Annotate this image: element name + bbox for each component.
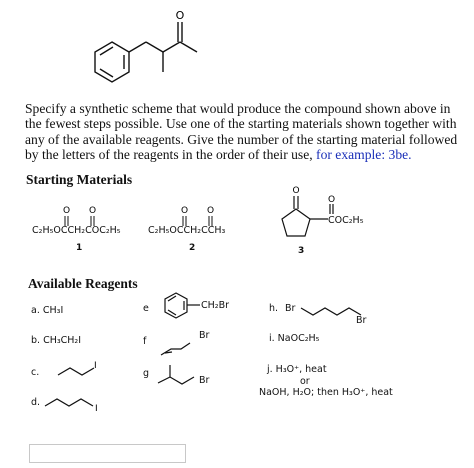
target-molecule (0, 0, 474, 100)
question-body: Specify a synthetic scheme that would produce the compound shown above in the fewest steps possible. Use one of the starting materials shown together with any of the available reagents. Give the number of the starting material followed by the letters of the reagents in the order of their use, (25, 101, 458, 163)
question-text (25, 101, 465, 163)
starting-material-2-formula: C₂H₅OCCH₂CCH₃ (148, 225, 226, 236)
sm2-carbonyls (0, 200, 474, 230)
available-reagents-heading: Available Reagents (28, 276, 138, 291)
reagent-h-chain (0, 295, 474, 335)
reagent-g-label: g (143, 368, 150, 379)
svg-text:I: I (95, 404, 98, 414)
reagent-f-label: f (143, 336, 147, 347)
reagent-h-label: h. (269, 303, 279, 314)
carbonyl-oxygen: O (175, 9, 185, 22)
svg-text:O: O (206, 206, 215, 216)
starting-material-1-formula: C₂H₅OCCH₂COC₂H₅ (32, 225, 121, 236)
reagent-e-label: e (143, 303, 149, 314)
reagent-f-group: Br (199, 330, 210, 341)
reagent-j-line1: j. H₃O⁺, heat (267, 364, 327, 375)
answer-input[interactable] (29, 444, 186, 463)
svg-text:O: O (292, 186, 300, 196)
reagent-g-chain (158, 377, 194, 384)
reagent-d-label: d. (31, 397, 41, 408)
starting-material-1-number: 1 (76, 243, 83, 253)
starting-material-3-number: 3 (298, 246, 305, 256)
svg-text:I: I (94, 361, 97, 371)
starting-material-3-ester: COC₂H₅ (328, 215, 364, 226)
starting-material-2-number: 2 (189, 243, 196, 253)
reagent-g-group: Br (199, 375, 210, 386)
reagent-b: b. CH₃CH₂I (31, 335, 82, 346)
reagent-i: i. NaOC₂H₅ (269, 333, 320, 344)
reagent-h-br-left: Br (285, 303, 296, 314)
svg-text:O: O (88, 206, 97, 216)
svg-text:O: O (180, 206, 189, 216)
starting-materials-heading: Starting Materials (26, 172, 133, 187)
cyclopentanone-ring (282, 209, 310, 236)
reagent-h-br-right: Br (356, 315, 367, 326)
reagent-a: a. CH₃I (31, 305, 64, 316)
reagent-j-line3: NaOH, H₂O; then H₃O⁺, heat (259, 387, 393, 398)
svg-text:O: O (62, 206, 71, 216)
reagent-j-or: or (300, 376, 310, 387)
svg-text:O: O (327, 195, 336, 205)
question-example: for example: 3be. (316, 147, 412, 163)
reagent-e-group: CH₂Br (201, 300, 230, 311)
reagent-c-label: c. (31, 367, 40, 378)
reagent-d-chain (45, 399, 93, 406)
